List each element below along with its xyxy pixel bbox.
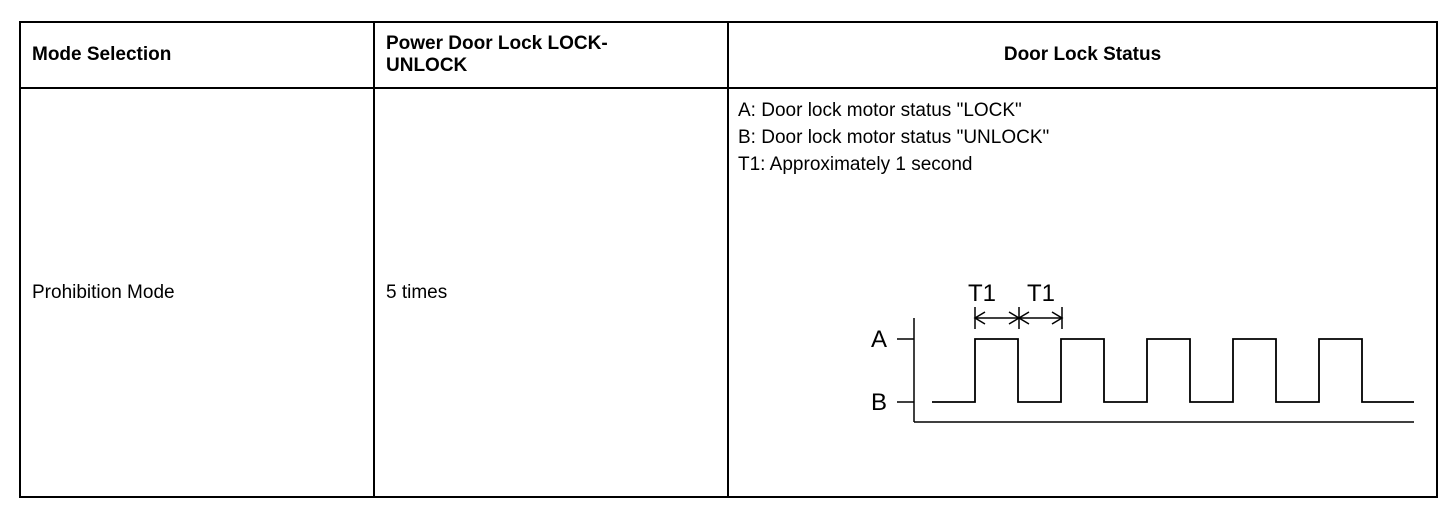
lock-pulse-waveform <box>932 339 1414 402</box>
legend-a: A: Door lock motor status "LOCK" <box>738 100 1022 121</box>
cell-mode: Prohibition Mode <box>20 88 374 497</box>
header-mode-selection: Mode Selection <box>20 22 374 88</box>
level-a-label: A <box>870 326 888 353</box>
cell-door-lock-status <box>728 88 1437 497</box>
timing-diagram <box>729 89 1435 500</box>
cell-lock-unlock: 5 times <box>374 88 728 497</box>
legend-b: B: Door lock motor status "UNLOCK" <box>738 127 1050 148</box>
period-label-2: T1 <box>1026 280 1056 307</box>
period-label-1: T1 <box>967 280 997 307</box>
level-b-label: B <box>870 389 888 416</box>
period-dimension-arrows <box>975 307 1062 329</box>
door-lock-table <box>19 21 1438 498</box>
table-row <box>20 88 1437 497</box>
header-row <box>20 22 1437 88</box>
diagram-axis <box>914 318 1414 422</box>
header-door-lock-status: Door Lock Status <box>728 22 1437 88</box>
level-ticks <box>897 339 914 402</box>
legend-t1: T1: Approximately 1 second <box>738 154 973 175</box>
header-power-door-lock: Power Door Lock LOCK-UNLOCK <box>374 22 728 88</box>
